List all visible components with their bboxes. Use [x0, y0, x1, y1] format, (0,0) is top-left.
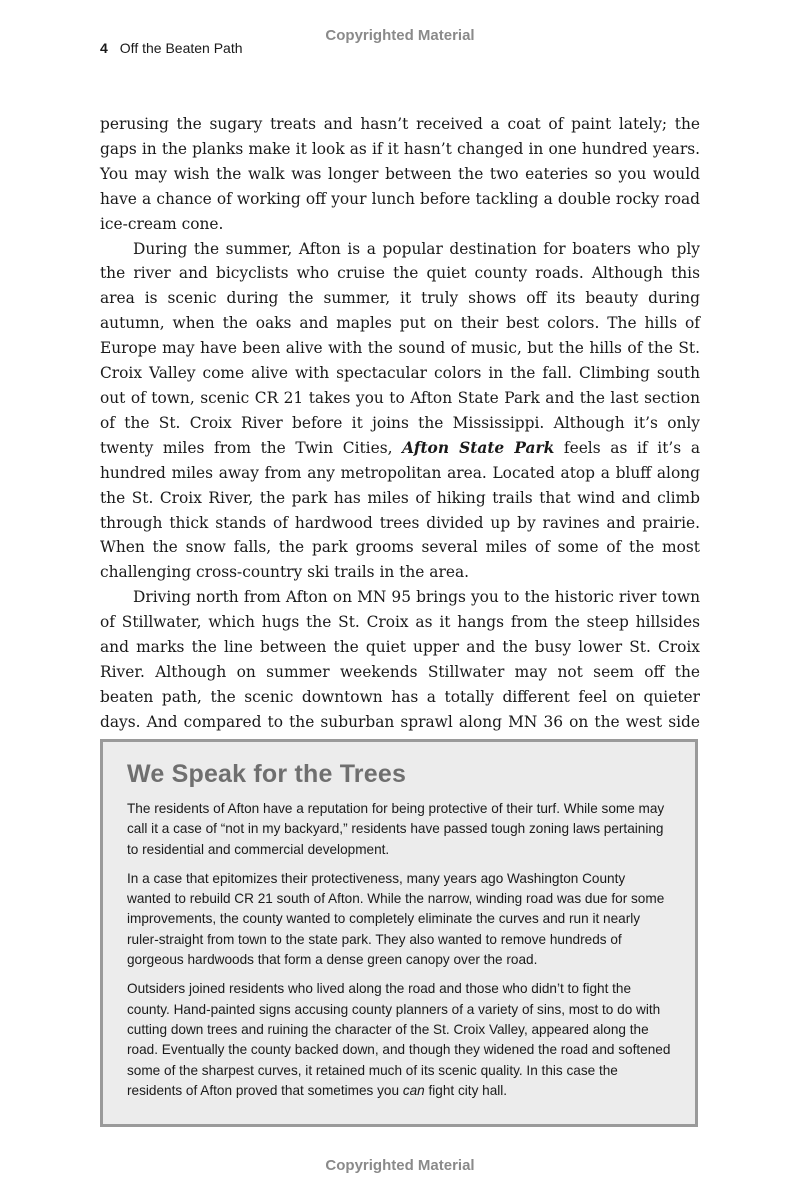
copyright-watermark-bottom: Copyrighted Material — [325, 1157, 475, 1174]
sidebar-paragraph-3-text-b: fight city hall. — [424, 1082, 508, 1098]
sidebar-title: We Speak for the Trees — [127, 760, 407, 788]
sidebar-paragraph-1: The residents of Afton have a reputation for being protective of their turf. While some may call it a case of “not in my backyard,” residents have passed tough zoning laws pertaining to residential and commercial development. — [127, 801, 665, 857]
body-text — [100, 112, 700, 760]
body-paragraph-3: Driving north from Afton on MN 95 brings you to the historic river town of Stillwater, which hugs the St. Croix as it hangs from the steep hillsides and marks the line between the quiet upper and the busy lower St. Croix River. Although on summer weekends Stillwater may not seem off the beaten path, the scenic downtown has a totally different feel on quieter days. And compared to the suburban sprawl along MN 36 on the west side — [100, 588, 700, 731]
running-head — [100, 40, 243, 56]
afton-state-park-emphasis: Afton State Park — [402, 438, 555, 457]
body-paragraph-1: perusing the sugary treats and hasn’t received a coat of paint lately; the gaps in the planks make it look as if it hasn’t changed in one hundred years. You may wish the walk was longer between the two eateries so you would have a chance of working off your lunch before tackling a double rocky road ice-cream cone. — [100, 115, 700, 233]
sidebar-paragraph-3 — [127, 979, 671, 1101]
sidebar-paragraph-3-text-a: Outsiders joined residents who lived along the road and those who didn’t to fight the county. Hand-painted signs accusing county planners of a variety of sins, most to do with cutting down trees and ruining the character of the St. Croix Valley, appeared along the road. Eventually the county backed down, and though they widened the road and softened some of the sharpest curves, it retained much of its scenic quality. In this case the residents of Afton proved that sometimes you — [127, 981, 671, 1098]
sidebar-box — [100, 739, 698, 1127]
body-paragraph-2-text-a: During the summer, Afton is a popular destination for boaters who ply the river and bicyclists who cruise the quiet county roads. Although this area is scenic during the summer, it truly shows off its beauty during autumn, when the oaks and maples put on their best colors. The hills of Europe may have been alive with the sound of music, but the hills of the St. Croix Valley come alive with spectacular colors in the fall. Climbing south out of town, scenic CR 21 takes you to Afton State Park and the last section of the St. Croix River before it joins the Mississippi. Although it’s only twenty miles from the Twin Cities, — [100, 239, 700, 457]
copyright-watermark-top: Copyrighted Material — [325, 27, 475, 44]
sidebar-can-emphasis: can — [402, 1082, 425, 1098]
body-paragraph-2-text-b: feels as if it’s a hundred miles away from any metropolitan area. Located atop a bluff along the St. Croix River, the park has miles of hiking trails that wind and climb through thick stands of hardwood trees divided up by ravines and prairie. When the snow falls, the park grooms several miles of some of the most challenging cross-country ski trails in the area. — [100, 438, 700, 582]
body-paragraph-2 — [100, 237, 700, 586]
page-number: 4 — [100, 40, 108, 56]
book-title: Off the Beaten Path — [119, 40, 243, 56]
sidebar-paragraph-2: In a case that epitomizes their protectiveness, many years ago Washington County wanted to rebuild CR 21 south of Afton. While the narrow, winding road was due for some improvements, the county wanted to completely eliminate the curves and run it nearly ruler-straight from town to the state park. They also wanted to remove hundreds of gorgeous hardwoods that form a dense green canopy over the road. — [127, 870, 665, 968]
